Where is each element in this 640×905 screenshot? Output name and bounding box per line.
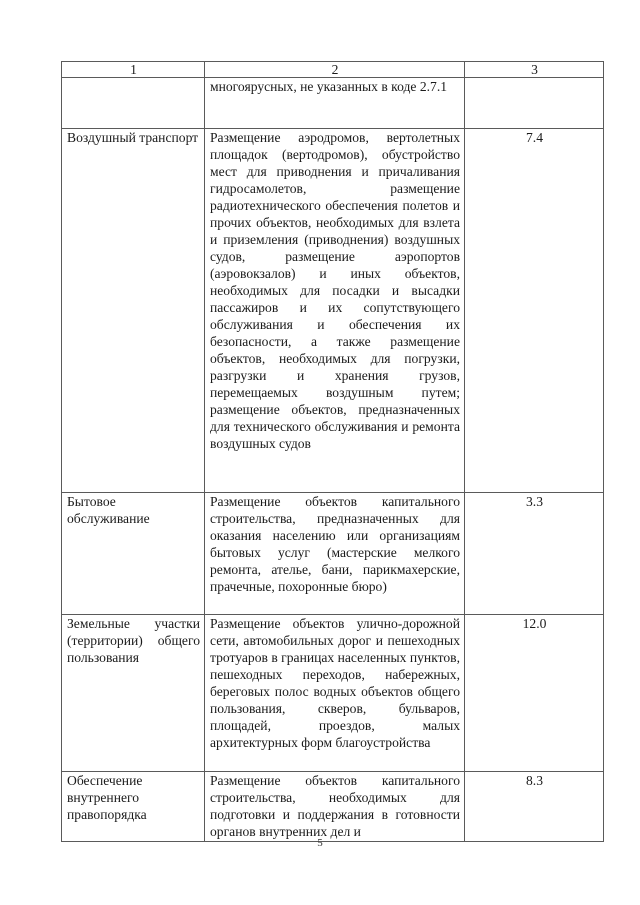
land-use-table — [61, 61, 604, 842]
table-row — [62, 615, 604, 772]
row-description: Размещение объектов улично-дорожной сети, автомобильных дорог и пешеходных тротуаров в границах населенных пунктов, пешеходных переходов, набережных, береговых полос водных объектов общего пользования, скверов, бульваров, площадей, проездов, малых архитектурных форм благоустройства — [205, 615, 465, 772]
table-header-row — [62, 62, 604, 78]
row-name: Воздушный транспорт — [62, 129, 205, 493]
table-row — [62, 772, 604, 842]
table-row — [62, 493, 604, 615]
row-code: 3.3 — [465, 493, 604, 615]
row-name: Бытовое обслуживание — [62, 493, 205, 615]
row-code — [465, 78, 604, 129]
row-description: Размещение аэродромов, вертолетных площадок (вертодромов), обустройство мест для приводнения и причаливания гидросамолетов, размещение радиотехнического обеспечения полетов и прочих объектов, необходимых для взлета и приземления (приводнения) воздушных судов, размещение аэропортов (аэровокзалов) и иных объектов, необходимых для посадки и высадки пассажиров и их сопутствующего обслуживания и обеспечения их безопасности, а также размещение объектов, необходимых для погрузки, разгрузки и хранения грузов, перемещаемых воздушным путем; размещение объектов, предназначенных для технического обслуживания и ремонта воздушных судов — [205, 129, 465, 493]
row-code: 8.3 — [465, 772, 604, 842]
row-code: 12.0 — [465, 615, 604, 772]
row-code: 7.4 — [465, 129, 604, 493]
header-col-2: 2 — [205, 62, 465, 78]
row-description: Размещение объектов капитального строительства, необходимых для подготовки и поддержания в готовности органов внутренних дел и — [205, 772, 465, 842]
row-name: Земельные участки (территории) общего пользования — [62, 615, 205, 772]
row-name — [62, 78, 205, 129]
header-col-1: 1 — [62, 62, 205, 78]
row-description: многоярусных, не указанных в коде 2.7.1 — [205, 78, 465, 129]
page-number: 5 — [317, 837, 323, 849]
row-name: Обеспечение внутреннего правопорядка — [62, 772, 205, 842]
table-row — [62, 129, 604, 493]
header-col-3: 3 — [465, 62, 604, 78]
table-row — [62, 78, 604, 129]
row-description: Размещение объектов капитального строительства, предназначенных для оказания населению или организациям бытовых услуг (мастерские мелкого ремонта, ателье, бани, парикмахерские, прачечные, похоронные бюро) — [205, 493, 465, 615]
